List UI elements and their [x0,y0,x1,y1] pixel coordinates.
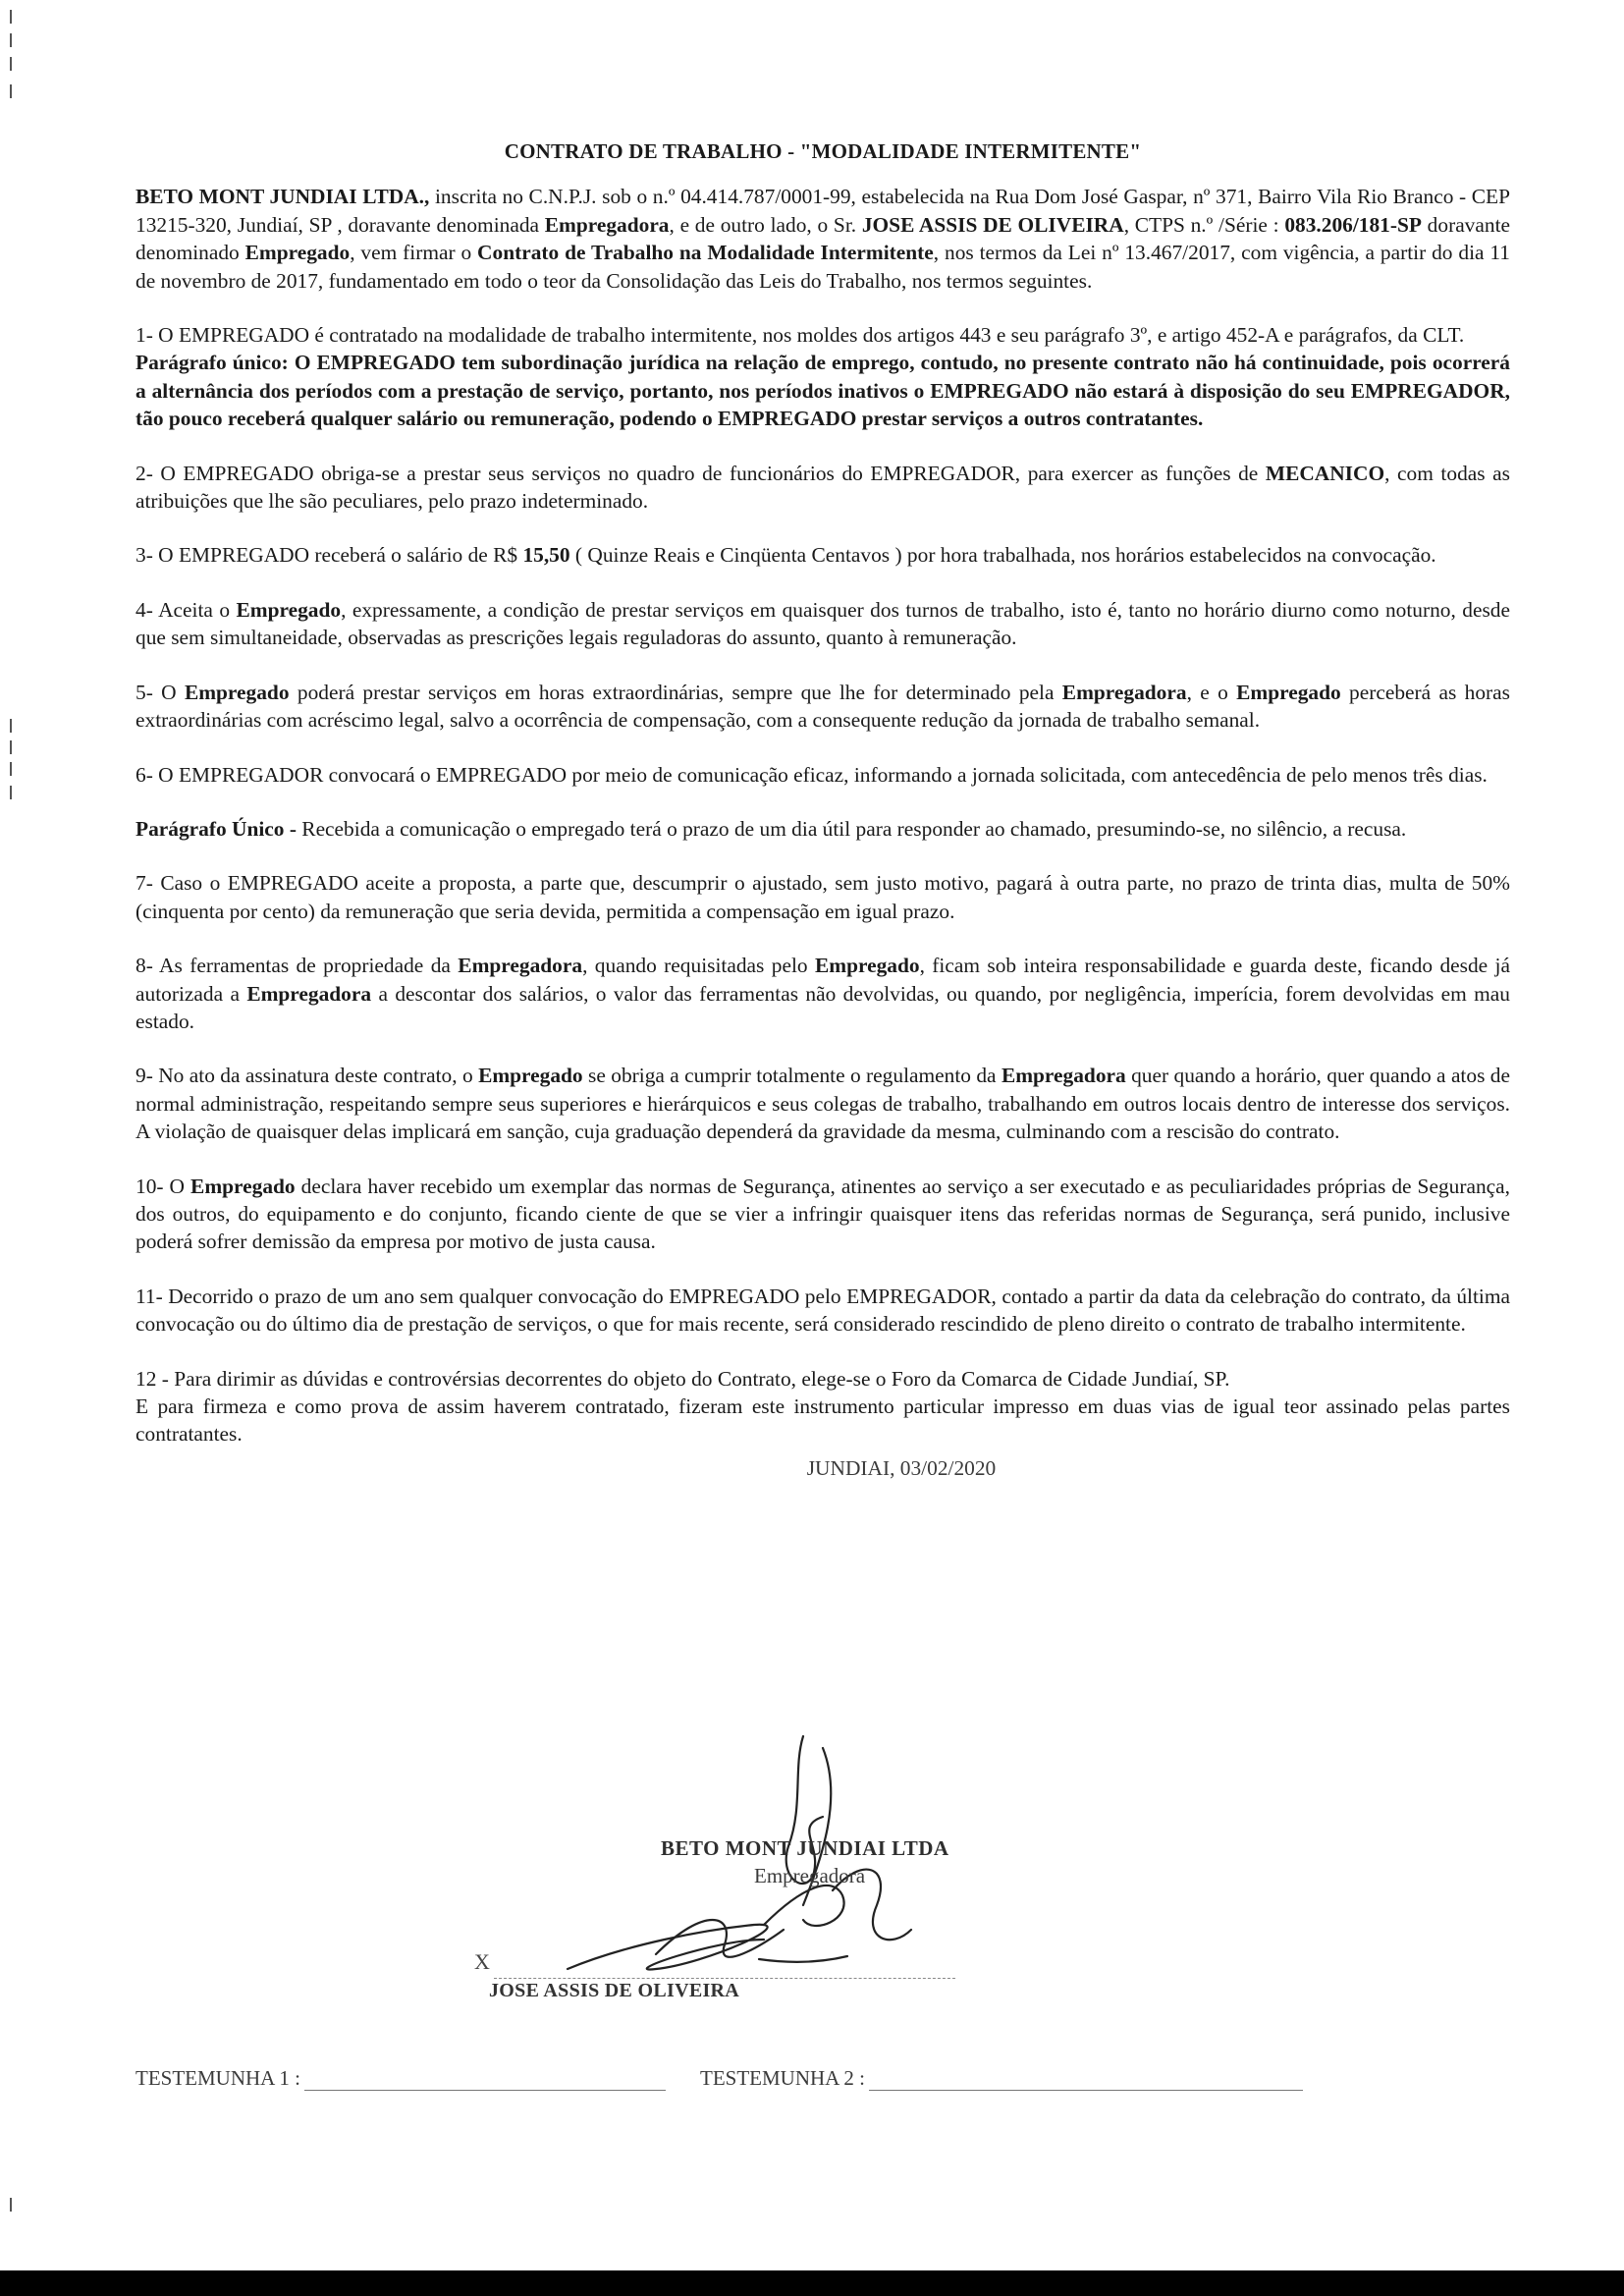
closing-statement: E para firmeza e como prova de assim haverem contratado, fizeram este instrumento particular impresso em duas vias de igual teor assinado pelas partes contratantes. [135,1394,1510,1447]
witness-2-line [869,2068,1303,2091]
clause-12: 12 - Para dirimir as dúvidas e controvérsias decorrentes do objeto do Contrato, elege-se o Foro da Comarca de Cidade Jundiaí, SP. [135,1366,1230,1391]
clause-2: 2- O EMPREGADO obriga-se a prestar seus serviços no quadro de funcionários do EMPREGADOR, para exercer as funções de MECANICO, com todas as atribuições que lhe são peculiares, pelo prazo indeterminado. [135,461,1510,514]
witness-1-label: TESTEMUNHA 1 : [135,2066,300,2090]
clause-3: 3- O EMPREGADO receberá o salário de R$ 15,50 ( Quinze Reais e Cinqüenta Centavos ) por hora trabalhada, nos horários estabelecidos na convocação. [135,543,1436,568]
contract-body [135,137,1510,1482]
place-and-date: JUNDIAI, 03/02/2020 [806,1455,997,1480]
clause-10: 10- O Empregado declara haver recebido um exemplar das normas de Segurança, atinentes ao serviço a ser executado e as peculiaridades próprias de Segurança, dos outros, do equipamento e do conjunto, ficando ciente de que se vier a infringir quaisquer itens das referidas normas de Segurança, será punido, inclusive poderá sofrer demissão da empresa por motivo de justa causa. [135,1174,1510,1254]
witness-2 [700,2066,1303,2091]
scan-bottom-edge [0,2270,1624,2296]
clause-6: 6- O EMPREGADOR convocará o EMPREGADO por meio de comunicação eficaz, informando a jornada solicitada, com antecedência de pelo menos três dias. [135,762,1488,787]
clause-7: 7- Caso o EMPREGADO aceite a proposta, a parte que, descumprir o ajustado, sem justo motivo, pagará à outra parte, no prazo de trinta dias, multa de 50% (cinquenta por cento) da remuneração que seria devida, permitida a compensação em igual prazo. [135,871,1510,923]
witness-1 [135,2066,666,2091]
clause-1: 1- O EMPREGADO é contratado na modalidade de trabalho intermitente, nos moldes dos artigos 443 e seu parágrafo 3º, e artigo 452-A e parágrafos, da CLT. [135,323,1465,348]
clause-11: 11- Decorrido o prazo de um ano sem qualquer convocação do EMPREGADO pelo EMPREGADOR, contado a partir da data da celebração do contrato, da última convocação ou do último dia de prestação de serviços, o que for mais recente, será considerado rescindido de pleno direito o contrato de trabalho intermitente. [135,1284,1510,1337]
clause-4: 4- Aceita o Empregado, expressamente, a condição de prestar serviços em quaisquer dos turnos de trabalho, isto é, tanto no horário diurno como noturno, desde que sem simultaneidade, observadas as prescrições legais reguladoras do assunto, quanto à remuneração. [135,597,1510,650]
witness-2-label: TESTEMUNHA 2 : [700,2066,865,2090]
company-signatory-name: BETO MONT JUNDIAI LTDA [661,1836,949,1860]
clause-5: 5- O Empregado poderá prestar serviços em horas extraordinárias, sempre que lhe for determinado pela Empregadora, e o Empregado perceberá as horas extraordinárias com acréscimo legal, salvo a ocorrência de compensação, com a consequente redução da jornada de trabalho semanal. [135,680,1510,733]
intro-paragraph: BETO MONT JUNDIAI LTDA., inscrita no C.N.P.J. sob o n.º 04.414.787/0001-99, estabelecida na Rua Dom José Gaspar, nº 371, Bairro Vila Rio Branco - CEP 13215-320, Jundiaí, SP , doravante denominada Empregadora, e de outro lado, o Sr. JOSE ASSIS DE OLIVEIRA, CTPS n.º /Série : 083.206/181-SP doravante denominado Empregado, vem firmar o Contrato de Trabalho na Modalidade Intermitente, nos termos da Lei nº 13.467/2017, com vigência, a partir do dia 11 de novembro de 2017, fundamentado em todo o teor da Consolidação das Leis do Trabalho, nos termos seguintes. [135,185,1511,293]
company-signatory-role: Empregadora [754,1864,866,1887]
clause-6-sole-paragraph: Parágrafo Único - Recebida a comunicação o empregado terá o prazo de um dia útil para responder ao chamado, presumindo-se, no silêncio, a recusa. [135,816,1407,841]
clause-1-sole-paragraph: Parágrafo único: O EMPREGADO tem subordinação jurídica na relação de emprego, contudo, no presente contrato não há continuidade, pois ocorrerá a alternância dos períodos com a prestação de serviço, portanto, nos períodos inativos o EMPREGADO não estará à disposição do seu EMPREGADOR, tão pouco receberá qualquer salário ou remuneração, podendo o EMPREGADO prestar serviços a outros contratantes. [135,351,1510,431]
employee-signatory-name: JOSE ASSIS DE OLIVEIRA [489,1980,740,2001]
clause-8: 8- As ferramentas de propriedade da Empregadora, quando requisitadas pelo Empregado, ficam sob inteira responsabilidade e guarda deste, ficando desde já autorizada a Empregadora a descontar dos salários, o valor das ferramentas não devolvidas, ou quando, por negligência, imperícia, forem devolvidas em mau estado. [135,954,1510,1033]
witness-1-line [304,2068,666,2091]
clause-9: 9- No ato da assinatura deste contrato, o Empregado se obriga a cumprir totalmente o regulamento da Empregadora quer quando a horário, quer quando a atos de normal administração, respeitando sempre seus superiores e hierárquicos e seus colegas de trabalho, trabalhando em outros locais dentro de interesse dos serviços. A violação de quaisquer delas implicará em sanção, cuja graduação dependerá da gravidade da mesma, culminando com a rescisão do contrato. [135,1064,1510,1144]
scan-margin-marks [10,0,14,2296]
contract-title: CONTRATO DE TRABALHO - "MODALIDADE INTERMITENTE" [504,139,1142,163]
signature-line [494,1978,955,1979]
signature-x-mark: X [474,1949,490,1974]
handwritten-signature-icon [509,1728,1058,1994]
signature-block [135,1728,1510,2023]
